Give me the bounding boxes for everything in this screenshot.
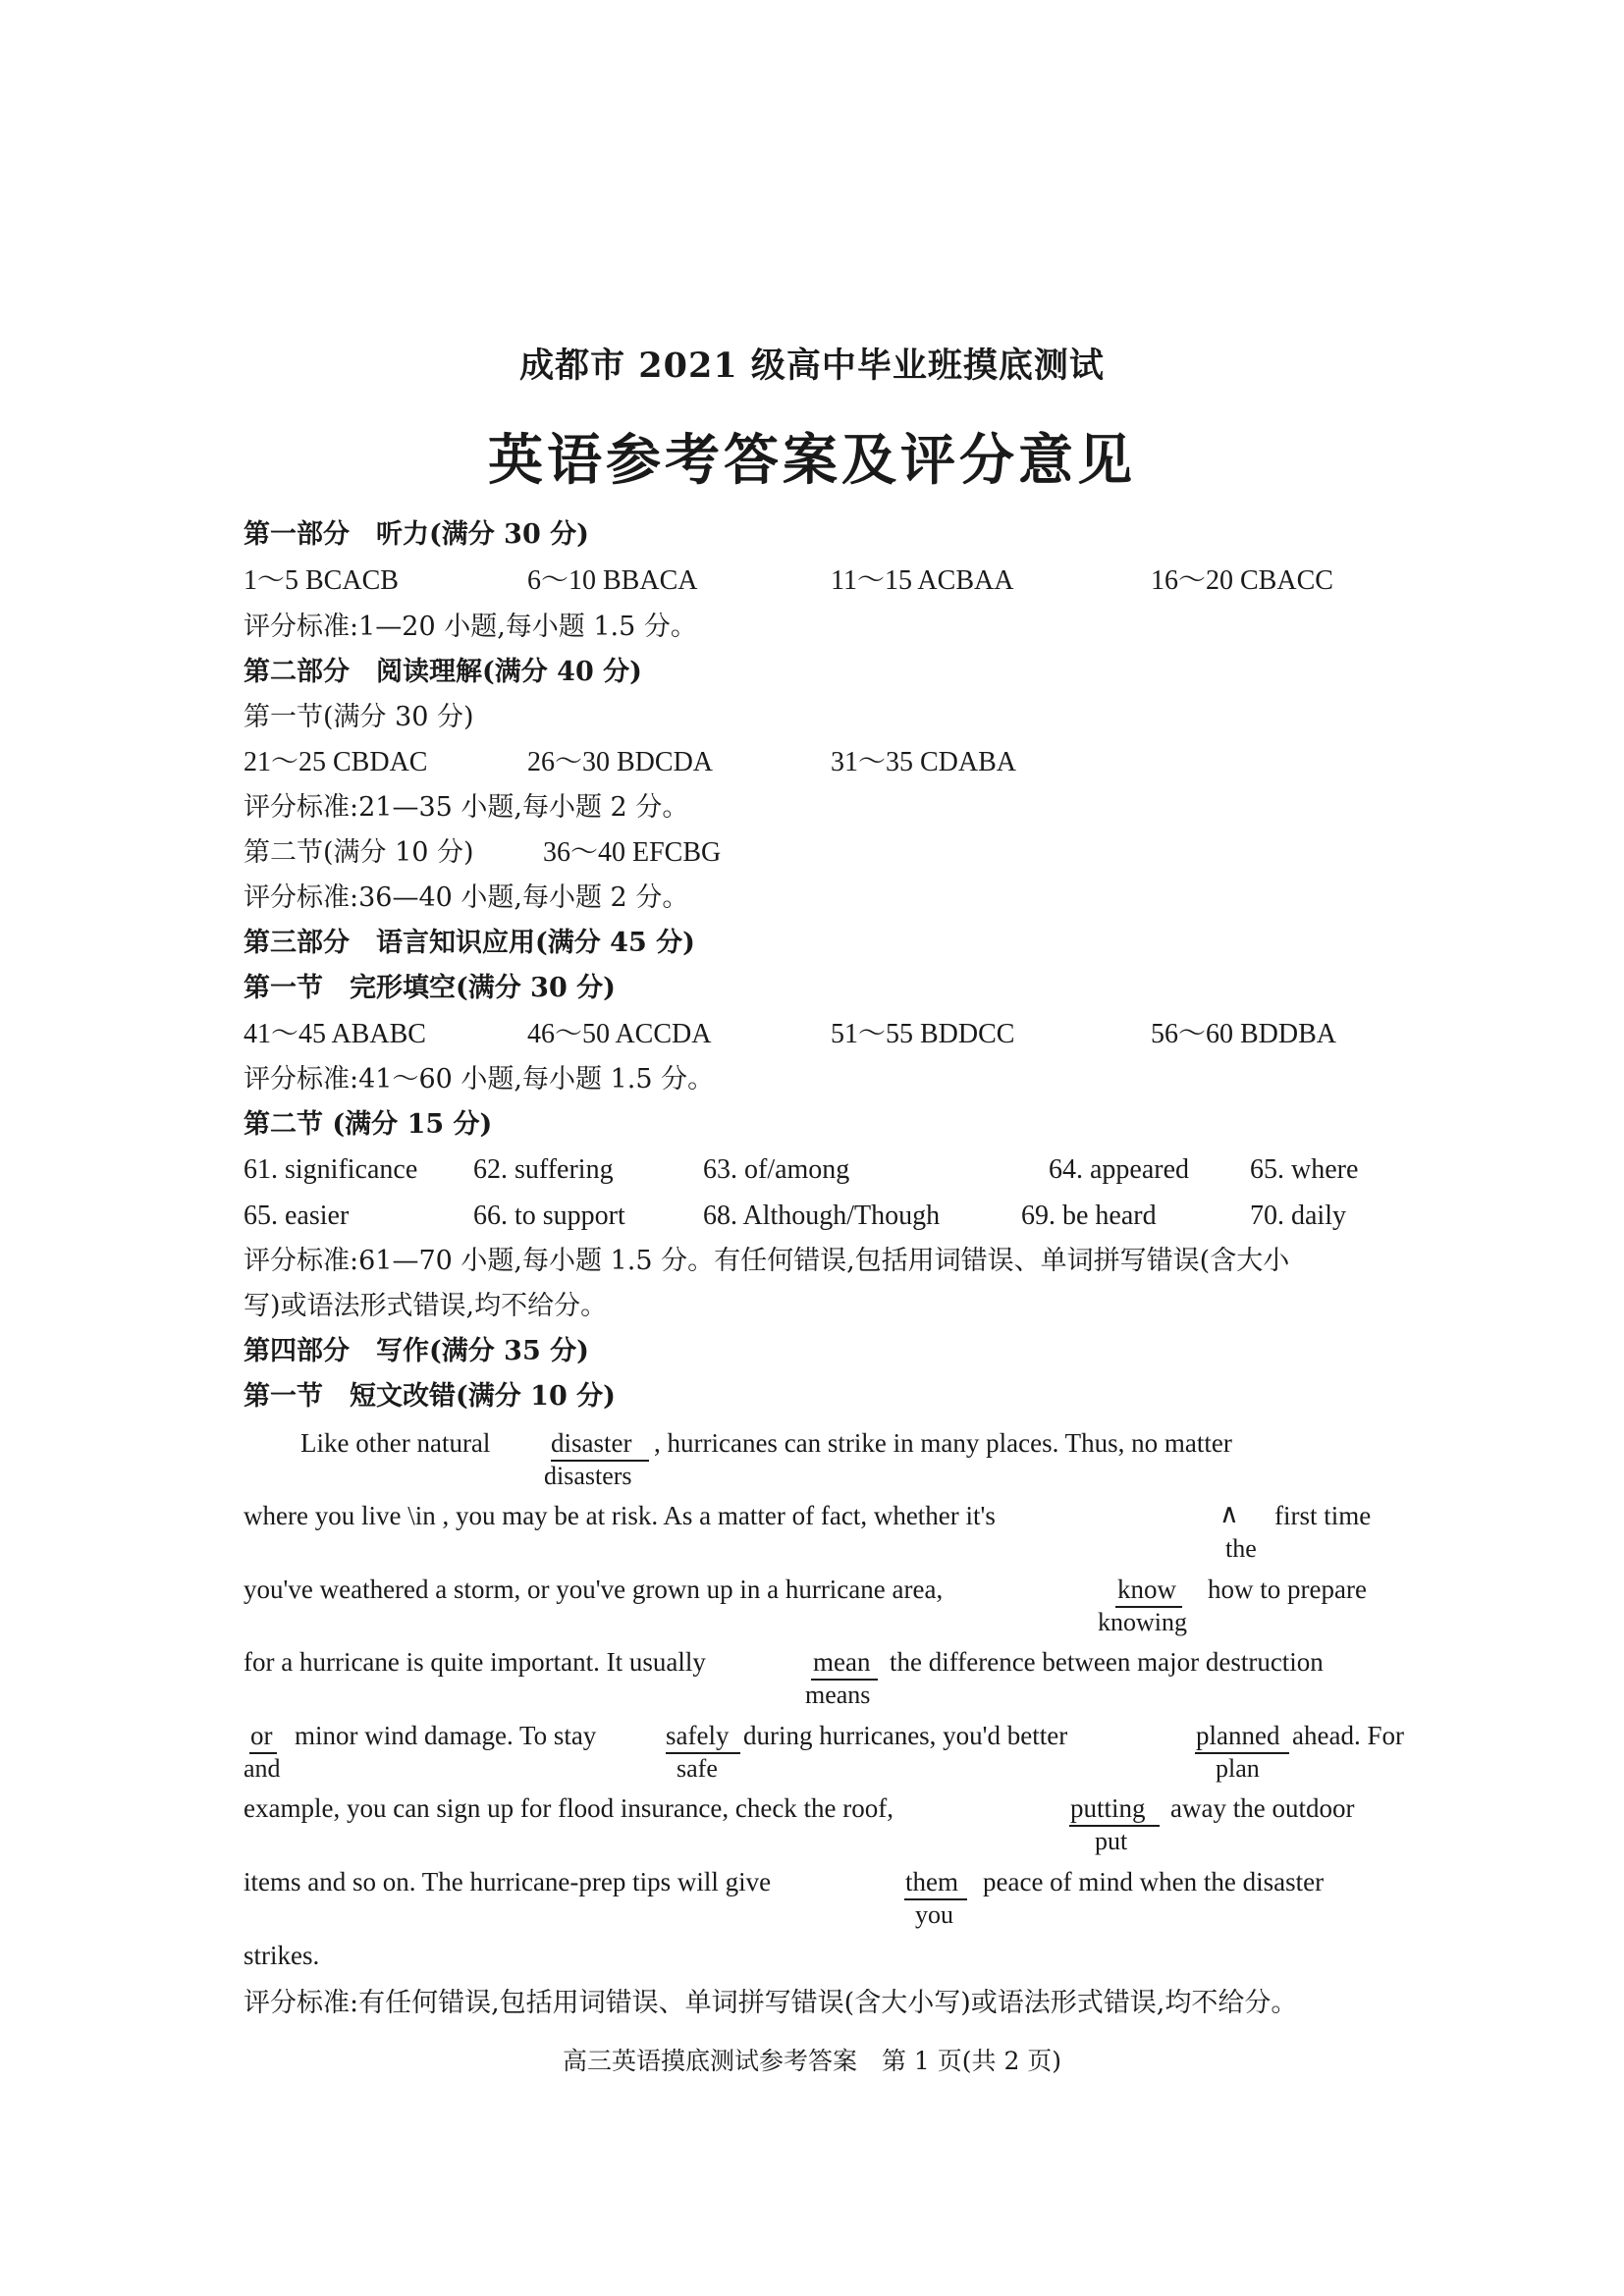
- answer-group: 21～25 CBDAC: [244, 747, 428, 777]
- passage-text: you've weathered a storm, or you've grown up in a hurricane area,: [244, 1575, 944, 1604]
- passage-text: minor wind damage. To stay: [295, 1721, 597, 1750]
- part4-section1-heading: 第一节 短文改错(满分 10 分): [244, 1381, 616, 1412]
- correction-word: and: [244, 1754, 281, 1783]
- answer-item: 70. daily: [1250, 1201, 1346, 1231]
- part3-section1-heading: 第一节 完形填空(满分 30 分): [244, 973, 616, 1003]
- answer-item: 61. significance: [244, 1154, 418, 1185]
- answer-group: 26～30 BDCDA: [527, 747, 714, 777]
- part3-section2-criteria: 评分标准:61—70 小题,每小题 1.5 分。有任何错误,包括用词错误、单词拼写错误(含大小: [244, 1246, 1290, 1276]
- passage-text: , hurricanes can strike in many places. Thus, no matter: [654, 1428, 1232, 1458]
- passage-text: away the outdoor: [1170, 1793, 1355, 1823]
- error-word: mean: [813, 1647, 871, 1677]
- part1-criteria: 评分标准:1—20 小题,每小题 1.5 分。: [244, 612, 697, 642]
- answer-item: 65. easier: [244, 1201, 350, 1231]
- answer-group: 36～40 EFCBG: [543, 837, 722, 868]
- part3-section2-criteria-cont: 写)或语法形式错误,均不给分。: [244, 1291, 608, 1321]
- answer-item: 68. Although/Though: [703, 1201, 941, 1231]
- answer-item: 69. be heard: [1021, 1201, 1157, 1231]
- part3-heading: 第三部分 语言知识应用(满分 45 分): [244, 928, 695, 958]
- answer-group: 46～50 ACCDA: [527, 1019, 712, 1049]
- answer-item: 65. where: [1250, 1154, 1359, 1185]
- passage-text: ahead. For: [1292, 1721, 1404, 1750]
- passage-text: for a hurricane is quite important. It usually: [244, 1647, 706, 1677]
- answer-group: 51～55 BDDCC: [831, 1019, 1015, 1049]
- part3-section2-heading: 第二节 (满分 15 分): [244, 1109, 493, 1140]
- answer-item: 66. to support: [473, 1201, 625, 1231]
- correction-word: means: [805, 1681, 871, 1709]
- part2-heading: 第二部分 阅读理解(满分 40 分): [244, 657, 642, 687]
- error-word: safely: [666, 1721, 730, 1750]
- correction-word: knowing: [1098, 1608, 1187, 1636]
- answer-group: 11～15 ACBAA: [831, 565, 1014, 596]
- passage-text: the difference between major destruction: [890, 1647, 1324, 1677]
- correction-word: you: [915, 1900, 953, 1929]
- passage-text: example, you can sign up for flood insurance, check the roof,: [244, 1793, 894, 1823]
- answer-group: 56～60 BDDBA: [1151, 1019, 1337, 1049]
- passage-text: where you live \in , you may be at risk. As a matter of fact, whether it's: [244, 1501, 996, 1530]
- error-word: planned: [1196, 1721, 1280, 1750]
- page-footer: 高三英语摸底测试参考答案 第 1 页(共 2 页): [562, 2047, 1062, 2075]
- correction-word: safe: [677, 1754, 718, 1783]
- part2-section2-criteria: 评分标准:36—40 小题,每小题 2 分。: [244, 882, 689, 913]
- correction-word: put: [1095, 1827, 1128, 1855]
- part4-criteria: 评分标准:有任何错误,包括用词错误、单词拼写错误(含大小写)或语法形式错误,均不给分。: [244, 1988, 1298, 2018]
- correction-word: the: [1225, 1534, 1257, 1563]
- passage-text: Like other natural: [300, 1428, 491, 1458]
- part2-section1-heading: 第一节(满分 30 分): [244, 702, 474, 732]
- answer-item: 63. of/among: [703, 1154, 850, 1185]
- passage-text: items and so on. The hurricane-prep tips will give: [244, 1867, 772, 1896]
- passage-text: during hurricanes, you'd better: [743, 1721, 1068, 1750]
- error-word: or: [250, 1721, 273, 1750]
- passage-text: first time: [1274, 1501, 1372, 1530]
- exam-title: 成都市 2021 级高中毕业班摸底测试: [519, 346, 1105, 386]
- error-word: them: [905, 1867, 958, 1896]
- correction-word: disasters: [544, 1462, 632, 1490]
- part1-heading: 第一部分 听力(满分 30 分): [244, 519, 589, 550]
- answer-group: 6～10 BBACA: [527, 565, 698, 596]
- correction-word: plan: [1216, 1754, 1260, 1783]
- passage-text: how to prepare: [1208, 1575, 1367, 1604]
- error-word: putting: [1070, 1793, 1146, 1823]
- answer-group: 31～35 CDABA: [831, 747, 1017, 777]
- answer-group: 1～5 BCACB: [244, 565, 399, 596]
- part2-section1-criteria: 评分标准:21—35 小题,每小题 2 分。: [244, 792, 689, 823]
- passage-text: strikes.: [244, 1941, 320, 1970]
- answer-item: 64. appeared: [1049, 1154, 1190, 1185]
- part2-section2-heading: 第二节(满分 10 分): [244, 837, 474, 868]
- answer-group: 41～45 ABABC: [244, 1019, 426, 1049]
- answer-group: 16～20 CBACC: [1151, 565, 1333, 596]
- answer-key-title: 英语参考答案及评分意见: [488, 428, 1136, 493]
- insert-caret: ∧: [1219, 1499, 1239, 1528]
- error-word: disaster: [551, 1428, 632, 1458]
- passage-text: peace of mind when the disaster: [983, 1867, 1325, 1896]
- part4-heading: 第四部分 写作(满分 35 分): [244, 1336, 589, 1366]
- answer-item: 62. suffering: [473, 1154, 614, 1185]
- error-word: know: [1117, 1575, 1176, 1604]
- part3-section1-criteria: 评分标准:41～60 小题,每小题 1.5 分。: [244, 1064, 715, 1095]
